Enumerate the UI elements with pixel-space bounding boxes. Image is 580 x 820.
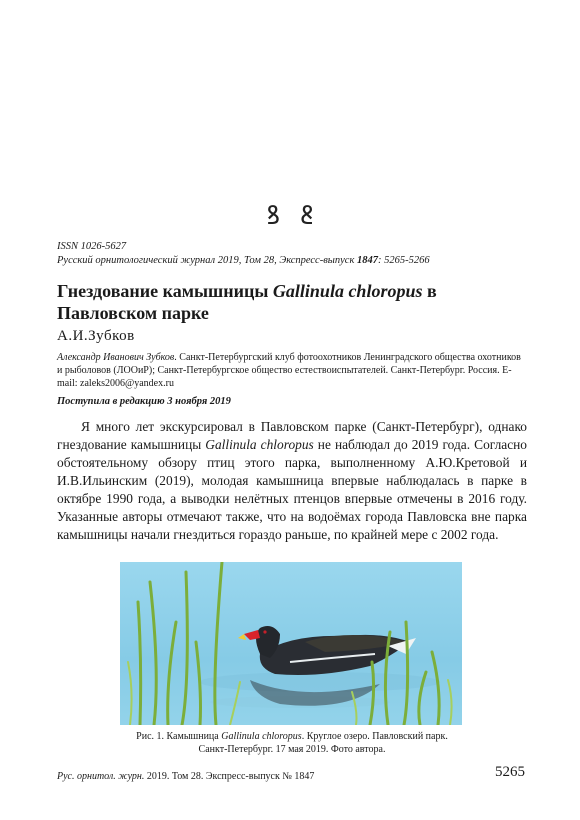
author: А.И.Зубков: [57, 328, 135, 344]
body-paragraph: Я много лет экскурсировал в Павловском парке (Санкт-Петербург), однако гнездование камышницы Gallinula chloropus не наблюдал до 2019 года. Согласно обстоятельному обзору птиц этого парка, выполненному А.Ю.Кретовой и И.В.Ильинским (2019), молодая камышница впервые наблюдалась в парке в октябре 1990 года, а выводки нелётных птенцов впервые отмечены в 2016 году. Указанные авторы отмечают также, что на водоёмах города Павловска вне парка камышницы начали гнездиться гораздо раньше, по крайней мере с 2002 года.: [57, 419, 528, 542]
ornament: [0, 196, 580, 232]
affiliation-name: Александр Иванович Зубков: [57, 352, 175, 363]
footer-journal-abbr: Рус. орнитол. журн.: [57, 771, 145, 782]
article-body: [57, 418, 527, 544]
received-date: Поступила в редакцию 3 ноября 2019: [57, 396, 231, 407]
footer-citation: Рус. орнитол. журн. 2019. Том 28. Экспресс-выпуск № 1847: [57, 771, 315, 782]
page-number: 5265: [495, 764, 525, 780]
article-title: Гнездование камышницы Gallinula chloropus в Павловском парке: [57, 281, 437, 323]
affiliation: Александр Иванович Зубков. Санкт-Петербургский клуб фотоохотников Ленинградского общества охотников и рыболовов (ЛООиР); Санкт-Петербургское общество естествоиспытателей. Санкт-Петербург. Россия. E-mail: zaleks2006@yandex.ru: [57, 352, 521, 389]
body-latin-name: Gallinula chloropus: [205, 437, 314, 452]
title-latin-name: Gallinula chloropus: [272, 281, 423, 301]
ornament-glyph-right: ꝸ: [290, 201, 314, 230]
issn: ISSN 1026-5627: [57, 241, 127, 252]
journal-header: [57, 240, 527, 268]
journal-line: Русский орнитологический журнал 2019, Том 28, Экспресс-выпуск 1847: 5265-5266: [57, 255, 430, 266]
moorhen-photo-illustration: [120, 562, 462, 725]
caption-latin-name: Gallinula chloropus: [221, 731, 302, 742]
ornament-glyph-left: ꝸ: [266, 201, 290, 230]
figure-photo: [120, 562, 462, 725]
issue-number: 1847: [357, 255, 378, 266]
figure-caption: Рис. 1. Камышница Gallinula chloropus. Круглое озеро. Павловский парк. Санкт-Петербург. 17 мая 2019. Фото автора.: [136, 731, 448, 755]
